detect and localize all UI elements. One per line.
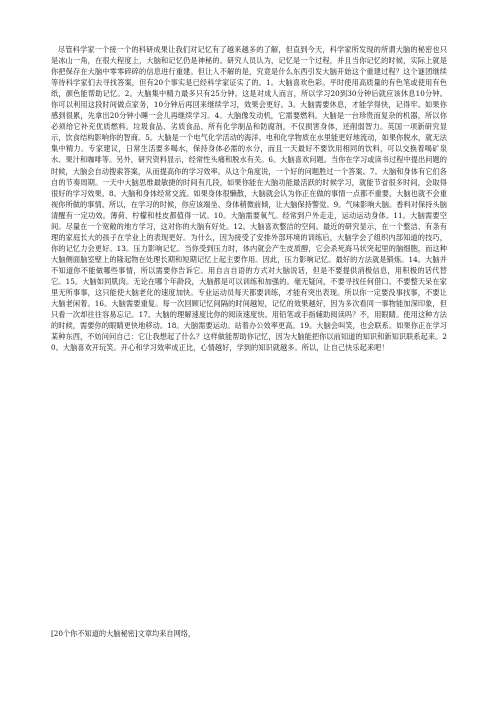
source-note: [20个你不知道的大脑秘密]文章均来自网络， (51, 629, 196, 638)
article-body: 尽管科学家一个接一个的科研成果让我们对记忆有了越来越多的了解，但直到今天，科学家所发现的所谓大脑的秘密也只是冰山一角，在很大程度上，大脑和记忆仍是神秘的。研究人员认为，记忆是一个过程，并且当你记忆的时候，实际上就是你把保存在大脑中零零碎碎的信息进行重建。但让人不解的是，究竟是什么东西引发大脑开始这个重建过程？这个谜团继续等待科学家们去寻找答案，但有20个事实是已经科学家证实了的。1。大脑喜欢色彩。平时使用高质量的有色笔或使用有色纸，颜色能帮助记忆。2。大脑集中精力最多只有25分钟。这是对成人而言，所以学习20到30分钟后就应该休息10分钟。你可以利用这段时间做点家务，10分钟后再回来继续学习，效果会更好。3。大脑需要休息，才能学得快，记得牢。如果你感到很累，先拿出20分钟小睡一会儿再继续学习。4。大脑像发动机，它需要燃料。大脑是一台珍贵而复杂的机器，所以你必须给它补充优质燃料。垃圾食品、劣质食品、所有化学制品和防腐剂，不仅损害身体，还削弱智力。英国一项新研究显示，饮食结构影响你的智商。5。大脑是一个电气化学活动的海洋。电和化学物质在水里能更好地流动，如果你脱水，就无法集中精力。专家建议，日常生活要多喝水，保持身体必需的水分，而且一天最好不要饮用相同的饮料，可以交换着喝矿泉水、果汁和咖啡等。另外，研究资料显示，经常性头痛和脱水有关。6。大脑喜欢问题。当你在学习或读书过程中提出问题的时候，大脑会自动搜索答案，从而提高你的学习效率。从这个角度说，一个好的问题胜过一个答案。7。大脑和身体有它们各自的节奏周期。一天中大脑思维最敏捷的时间有几段，如果你能在大脑功能最活跃的时候学习，就能节省很多时间，会取得很好的学习效果。8。大脑和身体经常交流。如果身体很懒散，大脑就会认为你正在做的事情一点都不重要，大脑也就不会重视你所做的事情。所以，在学习的时候，你应该端坐、身体稍微前倾，让大脑保持警觉。9。气味影响大脑。香料对保持头脑清醒有一定功效。薄荷、柠檬和桂皮都值得一试。10。大脑需要氧气。经常到户外走走，运动运动身体。11。大脑需要空间。尽量在一个宽敞的地方学习，这对你的大脑有好处。12。大脑喜欢整洁的空间。最近的研究显示，在一个整洁、有条有理的家庭长大的孩子在学业上的表现更好。为什么，因为接受了安排外部环境的训练后，大脑学会了组织内部知道的技巧，你的记忆力会更好。13。压力影响记忆。当你受到压力时，体内就会产生皮质醇，它会杀死海马状突起里的脑细胞，而这种大脑侧面脑室壁上的隆起物在处理长期和短期记忆上起主要作用。因此，压力影响记忆。最好的方法就是锻炼。14。大脑并不知道你不能做哪些事情，所以需要你告诉它。用自言自语的方式对大脑说话，但是不要提供消极信息，用积极的话代替它。15。大脑如同肌肉。无论在哪个年龄段，大脑都是可以训练和加强的。毫无疑问，不要寻找任何借口。不要整天呆在家里无所事事，这只能使大脑老化的速度加快。专业运动员每天都要训练，才能有突出表现。所以你一定要没事找事，不要让大脑老闲着。16。大脑需要重复。每一次回顾记忆间隔的时间越短，记忆的效果越好，因为多次看同一事物能加深印象，但只看一次却往往容易忘记。17。大脑的理解速度比你的阅读速度快。用铅笔或手指辅助阅读吗？不，用眼睛。使用这种方法的时候，需要你的眼睛更快地移动。18。大脑需要运动。站着办公效率更高。19。大脑会叫笑，也会联系。如果你正在学习某种东西，不妨问问自己：它让我想起了什么？这样做能帮助你记忆，因为大脑能把你以前知道的知识和新知识联系起来。20。大脑喜欢开玩笑。开心和学习效率成正比，心情越好，学到的知识就越多。所以，让自己快乐起来吧！ (51, 45, 447, 353)
